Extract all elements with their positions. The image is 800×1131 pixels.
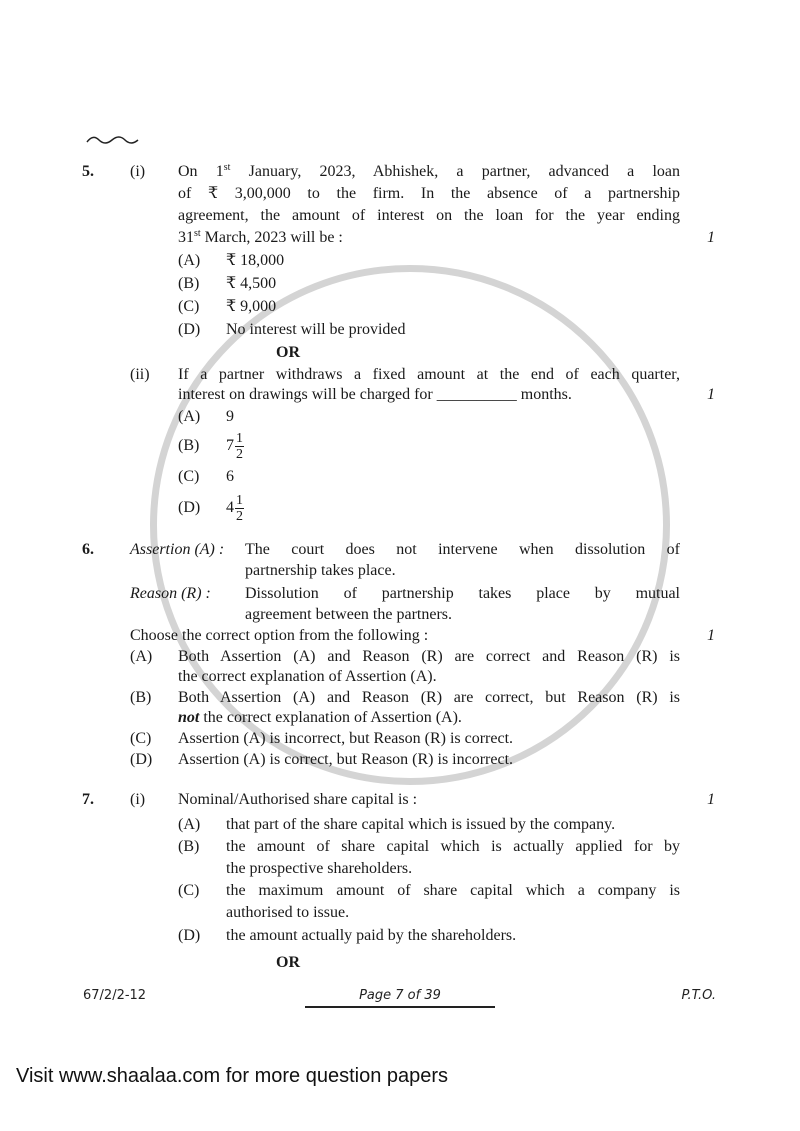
question-number: 5. <box>82 163 94 180</box>
text: 7 <box>226 437 234 454</box>
option-label: (A) <box>178 408 201 425</box>
option-label: (A) <box>178 252 201 269</box>
footer-divider <box>305 1006 495 1008</box>
fraction <box>235 431 244 462</box>
option-label: (B) <box>130 689 152 706</box>
option-label: (C) <box>178 298 200 315</box>
option-label: (C) <box>178 882 200 899</box>
question-number: 7. <box>82 791 94 808</box>
question-text: Nominal/Authorised share capital is : <box>178 791 418 808</box>
page-number: Page 7 of 39 <box>359 988 441 1003</box>
marks: 1 <box>707 386 715 403</box>
pto-label: P.T.O. <box>681 988 716 1003</box>
marks: 1 <box>707 627 715 644</box>
question-text <box>178 228 343 248</box>
option-text: 6 <box>226 468 234 485</box>
part-label: (i) <box>130 163 146 180</box>
option-label: (D) <box>178 321 201 338</box>
option-text: authorised to issue. <box>226 904 350 921</box>
option-text: ₹ 9,000 <box>226 298 277 315</box>
numerator: 1 <box>236 430 243 446</box>
question-number: 6. <box>82 541 94 558</box>
assertion-label: Assertion (A) : <box>130 541 225 558</box>
superscript: st <box>223 162 231 173</box>
reason-text: Dissolution of partnership takes place by mutual <box>245 585 680 602</box>
or-separator: OR <box>276 954 300 971</box>
emphasis: not <box>178 709 200 726</box>
question-text <box>178 162 680 182</box>
option-label: (B) <box>178 275 200 292</box>
text: the correct explanation of Assertion (A). <box>199 709 462 726</box>
reason-text: agreement between the partners. <box>245 606 453 623</box>
option-text <box>226 429 244 463</box>
fraction <box>235 493 244 524</box>
question-text: If a partner withdraws a fixed amount at the end of each quarter, <box>178 366 680 383</box>
option-text: Assertion (A) is correct, but Reason (R) is incorrect. <box>178 751 514 768</box>
option-text: the amount actually paid by the shareholders. <box>226 927 517 944</box>
option-text: ₹ 4,500 <box>226 275 277 292</box>
numerator: 1 <box>236 492 243 508</box>
text: 4 <box>226 499 234 516</box>
reason-label: Reason (R) : <box>130 585 211 602</box>
question-text: agreement, the amount of interest on the loan for the year ending <box>178 207 680 224</box>
option-label: (A) <box>130 648 153 665</box>
option-text: the prospective shareholders. <box>226 860 413 877</box>
option-label: (A) <box>178 816 201 833</box>
text: March, 2023 will be : <box>200 229 343 246</box>
option-label: (D) <box>178 927 201 944</box>
option-text: 9 <box>226 408 234 425</box>
question-text: interest on drawings will be charged for __________ months. <box>178 386 572 403</box>
part-label: (i) <box>130 791 146 808</box>
question-text: of ₹ 3,00,000 to the firm. In the absence of a partnership <box>178 185 680 202</box>
denominator: 2 <box>236 446 243 462</box>
text: 31 <box>178 229 194 246</box>
option-text: the amount of share capital which is actually applied for by <box>226 838 680 855</box>
option-label: (D) <box>130 751 153 768</box>
denominator: 2 <box>236 508 243 524</box>
option-label: (B) <box>178 437 200 454</box>
instruction: Choose the correct option from the following : <box>130 627 429 644</box>
marks: 1 <box>707 229 715 246</box>
option-text: ₹ 18,000 <box>226 252 285 269</box>
option-label: (C) <box>178 468 200 485</box>
text: January, 2023, Abhishek, a partner, advanced a loan <box>230 163 681 180</box>
wavy-line-icon <box>86 134 140 146</box>
option-text: Assertion (A) is incorrect, but Reason (R) is correct. <box>178 730 514 747</box>
option-text <box>226 491 244 525</box>
part-label: (ii) <box>130 366 150 383</box>
paper-code: 67/2/2-12 <box>83 988 147 1003</box>
option-label: (C) <box>130 730 152 747</box>
option-text: Both Assertion (A) and Reason (R) are correct and Reason (R) is <box>178 648 680 665</box>
option-label: (B) <box>178 838 200 855</box>
option-text: that part of the share capital which is issued by the company. <box>226 816 616 833</box>
option-label: (D) <box>178 499 201 516</box>
assertion-text: partnership takes place. <box>245 562 396 579</box>
option-text: the correct explanation of Assertion (A). <box>178 668 437 685</box>
assertion-text: The court does not intervene when dissolution of <box>245 541 680 558</box>
option-text: the maximum amount of share capital which a company is <box>226 882 680 899</box>
marks: 1 <box>707 791 715 808</box>
or-separator: OR <box>276 344 300 361</box>
text: On 1 <box>178 163 224 180</box>
superscript: st <box>194 228 201 239</box>
option-text: No interest will be provided <box>226 321 406 338</box>
option-text: Both Assertion (A) and Reason (R) are correct, but Reason (R) is <box>178 689 680 706</box>
visit-banner: Visit www.shaalaa.com for more question papers <box>16 1065 449 1087</box>
option-text <box>178 708 462 728</box>
